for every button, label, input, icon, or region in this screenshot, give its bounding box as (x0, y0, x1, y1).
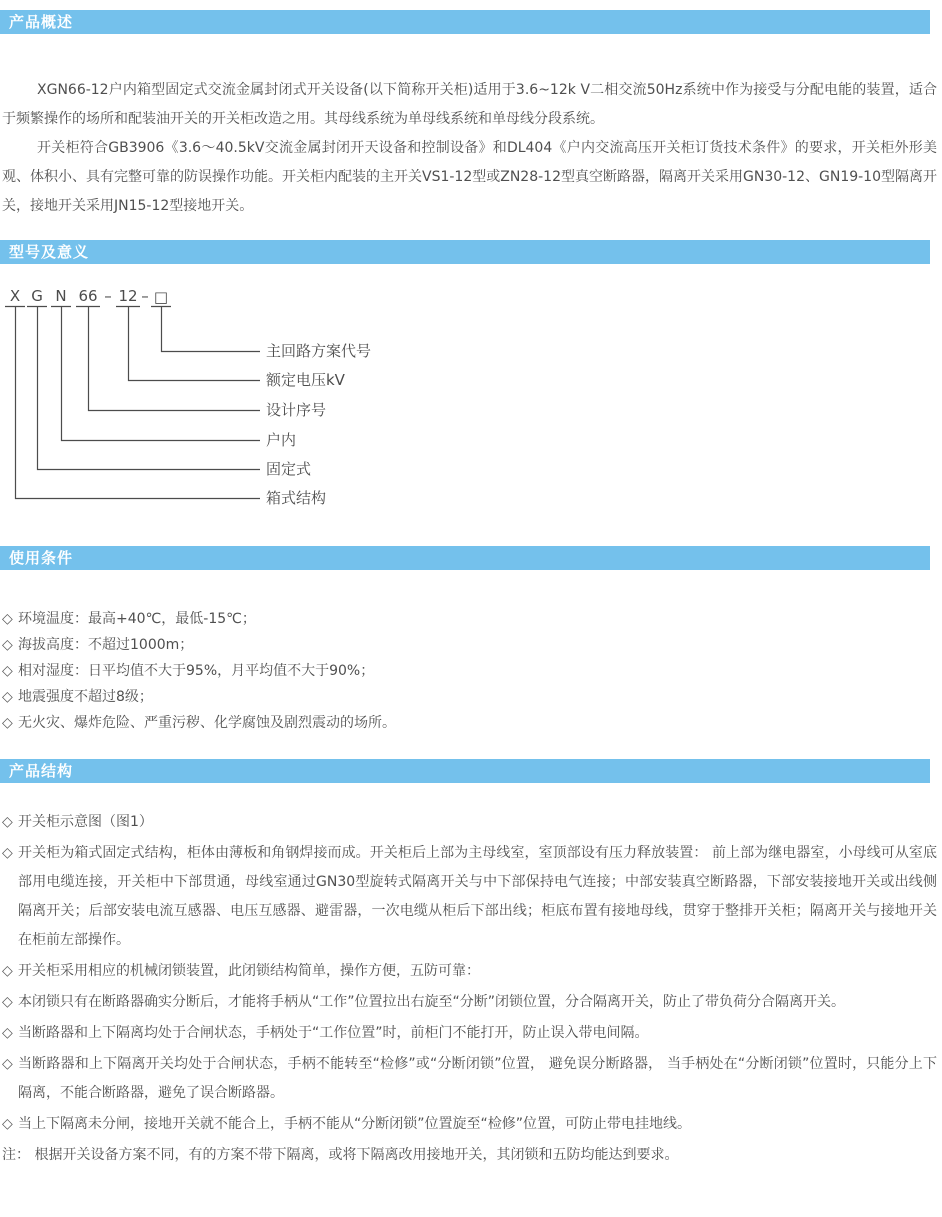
section-header-structure (0, 759, 930, 783)
structure-list (2, 808, 937, 1170)
overview-paragraph: 开关柜符合GB3906《3.6～40.5kV交流金属封闭开天设备和控制设备》和DL404《户内交流高压开关柜订货技术条件》的要求，开关柜外形美观、体积小、具有完整可靠的防误操作功能。开关柜内配装的主开关VS1-12型或ZN28-12型真空断路器，隔离开关采用GN30-12、GN19-10型隔离开关，接地开关采用JN15-12型接地开关。 (2, 140, 937, 214)
model-label: 主回路方案代号 (266, 342, 372, 360)
section-header-model (0, 240, 930, 264)
model-code-part: N (55, 287, 67, 305)
model-code-diagram (2, 286, 942, 525)
structure-item (2, 957, 937, 986)
diamond-bullet-icon: ◇ (2, 663, 13, 679)
structure-item (2, 1110, 937, 1139)
condition-item-text: 环境温度：最高+40℃，最低-15℃； (18, 611, 256, 627)
structure-item-text: 本闭锁只有在断路器确实分断后，才能将手柄从“工作”位置拉出右旋至“分断”闭锁位置，分合隔离开关，防止了带负荷分合隔离开关。 (18, 994, 846, 1010)
diamond-bullet-icon: ◇ (2, 1025, 13, 1041)
section-title: 产品概述 (9, 13, 74, 31)
structure-item-text: 当上下隔离未分闸，接地开关就不能合上，手柄不能从“分断闭锁”位置旋至“检修”位置，可防止带电挂地线。 (18, 1116, 692, 1132)
overview-text (2, 76, 937, 221)
diamond-bullet-icon: ◇ (2, 715, 13, 731)
section-title: 产品结构 (9, 762, 74, 780)
diamond-bullet-icon: ◇ (2, 1116, 13, 1132)
diamond-bullet-icon: ◇ (2, 637, 13, 653)
model-code-dash: – (141, 287, 149, 305)
condition-item (2, 658, 937, 684)
model-label: 户内 (266, 431, 297, 449)
structure-item (2, 1050, 937, 1108)
condition-item-text: 地震强度不超过8级； (18, 689, 153, 705)
product-spec-page (0, 10, 942, 1217)
diamond-bullet-icon: ◇ (2, 611, 13, 627)
structure-item-text: 当断路器和上下隔离均处于合闸状态，手柄处于“工作位置”时，前柜门不能打开，防止误入带电间隔。 (18, 1025, 649, 1041)
diamond-bullet-icon: ◇ (2, 963, 13, 979)
model-code-placeholder-box: □ (153, 288, 169, 306)
structure-note: 注： 根据开关设备方案不同，有的方案不带下隔离，或将下隔离改用接地开关，其闭锁和五防均能达到要求。 (2, 1147, 679, 1163)
model-code-dash: – (104, 287, 112, 305)
section-title: 使用条件 (9, 549, 74, 567)
model-label: 固定式 (266, 460, 312, 478)
structure-item-text: 开关柜示意图（图1） (18, 814, 153, 830)
structure-item (2, 1019, 937, 1048)
overview-paragraph: XGN66-12户内箱型固定式交流金属封闭式开关设备(以下简称开关柜)适用于3.6~12k V二相交流50Hz系统中作为接受与分配电能的装置，适合于频繁操作的场所和配装油开关的开关柜改造之用。其母线系统为单母线系统和单母线分段系统。 (2, 82, 937, 127)
structure-item (2, 988, 937, 1017)
structure-item-text: 开关柜为箱式固定式结构，柜体由薄板和角钢焊接而成。开关柜后上部为主母线室，室顶部设有压力释放装置： 前上部为继电器室，小母线可从室底部用电缆连接，开关柜中下部贯通，母线室通过GN30型旋转式隔离开关与中下部保持电气连接；中部安装真空断路器，下部安装接地开关或出线侧隔离开关；后部安装电流互感器、电压互感器、避雷器，一次电缆从柜后下部出线；柜底布置有接地母线，贯穿于整排开关柜；隔离开关与接地开关在柜前左部操作。 (18, 845, 937, 948)
diamond-bullet-icon: ◇ (2, 689, 13, 705)
condition-item-text: 海拔高度：不超过1000m； (18, 637, 194, 653)
model-code-part: G (31, 287, 43, 305)
condition-item (2, 632, 937, 658)
structure-item (2, 808, 937, 837)
structure-item (2, 839, 937, 955)
section-header-conditions (0, 546, 930, 570)
diamond-bullet-icon: ◇ (2, 994, 13, 1010)
structure-item-text: 当断路器和上下隔离开关均处于合闸状态，手柄不能转至“检修”或“分断闭锁”位置， 避免误分断路器， 当手柄处在“分断闭锁”位置时，只能分上下隔离，不能合断路器，避免了误合断路器。 (18, 1056, 937, 1101)
condition-item-text: 相对湿度：日平均值不大于95%，月平均值不大于90%； (18, 663, 375, 679)
model-code-part: 12 (118, 287, 138, 305)
diamond-bullet-icon: ◇ (2, 845, 13, 861)
model-code-part: 66 (78, 287, 98, 305)
condition-item (2, 606, 937, 632)
condition-item-text: 无火灾、爆炸危险、严重污秽、化学腐蚀及剧烈震动的场所。 (18, 715, 396, 731)
diamond-bullet-icon: ◇ (2, 814, 13, 830)
structure-item-text: 开关柜采用相应的机械闭锁装置，此闭锁结构简单，操作方便，五防可靠： (18, 963, 480, 979)
section-header-overview (0, 10, 930, 34)
diamond-bullet-icon: ◇ (2, 1056, 13, 1072)
condition-item (2, 684, 937, 710)
model-label: 额定电压kV (266, 371, 345, 389)
condition-item (2, 710, 937, 736)
model-label: 箱式结构 (266, 489, 327, 507)
model-code-diagram-svg (2, 286, 940, 521)
model-code-part: X (9, 287, 21, 305)
model-label: 设计序号 (266, 401, 327, 419)
section-title: 型号及意义 (9, 243, 90, 261)
conditions-list (2, 606, 937, 736)
